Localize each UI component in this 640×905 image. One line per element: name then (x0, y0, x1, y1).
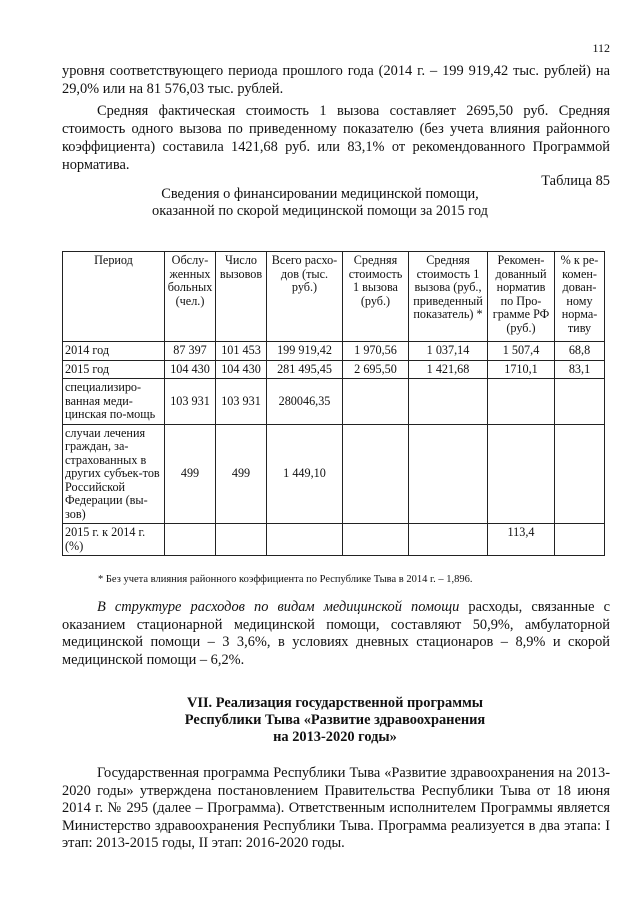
table-row (63, 360, 605, 379)
section-title-line: на 2013-2020 годы» (273, 729, 397, 745)
table-cell: 103 931 (165, 379, 216, 425)
table-cell: специализиро-ванная меди-цинская по-мощь (63, 379, 165, 425)
table-cell: 103 931 (216, 379, 267, 425)
expense-structure-text: расходы, связанные с оказанием стационарной медицинской помощи, составляют 50,9%, амбулаторной медицинской помощи – 3 3,6%, в условиях дневных стационаров – 8,9% и скорой медицинской помощи – 6,2%. (62, 599, 610, 668)
table-cell (409, 524, 488, 556)
table-cell: 1710,1 (488, 360, 555, 379)
table-cell: 499 (216, 424, 267, 524)
table-label: Таблица 85 (541, 173, 610, 189)
table-cell (165, 524, 216, 556)
table-cell: 1 037,14 (409, 342, 488, 361)
financing-table (62, 251, 605, 556)
header-total-expenses: Всего расхо-дов (тыс. руб.) (267, 252, 343, 342)
header-average-cost: Средняя стоимость 1 вызова (руб.) (343, 252, 409, 342)
table-cell (343, 424, 409, 524)
table-cell (555, 524, 605, 556)
expense-structure-italic: В структуре расходов по видам медицинской помощи (97, 599, 460, 615)
paragraph-average-cost-text: Средняя фактическая стоимость 1 вызова составляет 2695,50 руб. Средняя стоимость одного вызова по приведенному показателю (без учета влияния районного коэффициента) составила 1421,68 руб. или 83,1% от рекомендованного Программой норматива. (62, 103, 610, 173)
header-recommended-norm: Рекомен-дованный норматив по Про-грамме РФ (руб.) (488, 252, 555, 342)
table-cell: 104 430 (216, 360, 267, 379)
header-calls: Число вызовов (216, 252, 267, 342)
table-cell: 1 970,56 (343, 342, 409, 361)
table-cell: 1 507,4 (488, 342, 555, 361)
header-patients: Обслу-женных больных (чел.) (165, 252, 216, 342)
table-cell (488, 379, 555, 425)
table-cell: 1 449,10 (267, 424, 343, 524)
header-percent-of-norm: % к ре-комен-дован-ному норма-тиву (555, 252, 605, 342)
table-cell (343, 379, 409, 425)
table-cell (555, 379, 605, 425)
table-cell: 2015 год (63, 360, 165, 379)
table-cell: 2014 год (63, 342, 165, 361)
table-footnote: * Без учета влияния районного коэффициента по Республике Тыва в 2014 г. – 1,896. (98, 574, 473, 585)
section-title-line: VII. Реализация государственной программы (186, 695, 484, 711)
paragraph-average-cost (62, 102, 610, 174)
header-period: Период (63, 252, 165, 342)
table-cell: 104 430 (165, 360, 216, 379)
table-cell: 2015 г. к 2014 г. (%) (63, 524, 165, 556)
table-cell: 101 453 (216, 342, 267, 361)
page-number: 112 (592, 41, 610, 55)
table-cell (343, 524, 409, 556)
table-cell (488, 424, 555, 524)
table-row (63, 342, 605, 361)
table-cell: 68,8 (555, 342, 605, 361)
paragraph-prior-year: уровня соответствующего периода прошлого года (2014 г. – 199 919,42 тыс. рублей) на 29,0% или на 81 576,03 тыс. рублей. (62, 63, 610, 97)
table-cell: 113,4 (488, 524, 555, 556)
table-cell: 83,1 (555, 360, 605, 379)
table-row (63, 379, 605, 425)
table-cell (409, 379, 488, 425)
table-cell: 199 919,42 (267, 342, 343, 361)
state-program-text: Государственная программа Республики Тыва «Развитие здравоохранения на 2013-2020 годы» утверждена постановлением Правительства Республики Тыва от 18 июня 2014 г. № 295 (далее – Программа). Ответственным исполнителем Программы является Министерство здравоохранения Республики Тыва. Программа реализуется в два этапа: I этап: 2013-2015 годы, II этап: 2016-2020 годы. (62, 765, 610, 851)
paragraph-state-program (62, 765, 610, 853)
paragraph-expense-structure (62, 599, 610, 669)
table-cell: случаи лечения граждан, за-страхованных в других субъек-тов Российской Федерации (вы-зов) (63, 424, 165, 524)
table-caption: Сведения о финансировании медицинской помощи, оказанной по скорой медицинской помощи за 2015 год (152, 186, 488, 219)
table-cell (555, 424, 605, 524)
table-row (63, 424, 605, 524)
header-average-cost-adjusted: Средняя стоимость 1 вызова (руб., приведенный показатель) * (409, 252, 488, 342)
table-cell (409, 424, 488, 524)
table-cell: 1 421,68 (409, 360, 488, 379)
table-cell (216, 524, 267, 556)
table-header-row (63, 252, 605, 342)
table-row (63, 524, 605, 556)
table-cell: 87 397 (165, 342, 216, 361)
table-cell: 281 495,45 (267, 360, 343, 379)
table-cell (267, 524, 343, 556)
section-title (120, 695, 550, 746)
section-title-line: Республики Тыва «Развитие здравоохранения (184, 712, 486, 728)
table-cell: 499 (165, 424, 216, 524)
table-cell: 2 695,50 (343, 360, 409, 379)
table-cell: 280046,35 (267, 379, 343, 425)
